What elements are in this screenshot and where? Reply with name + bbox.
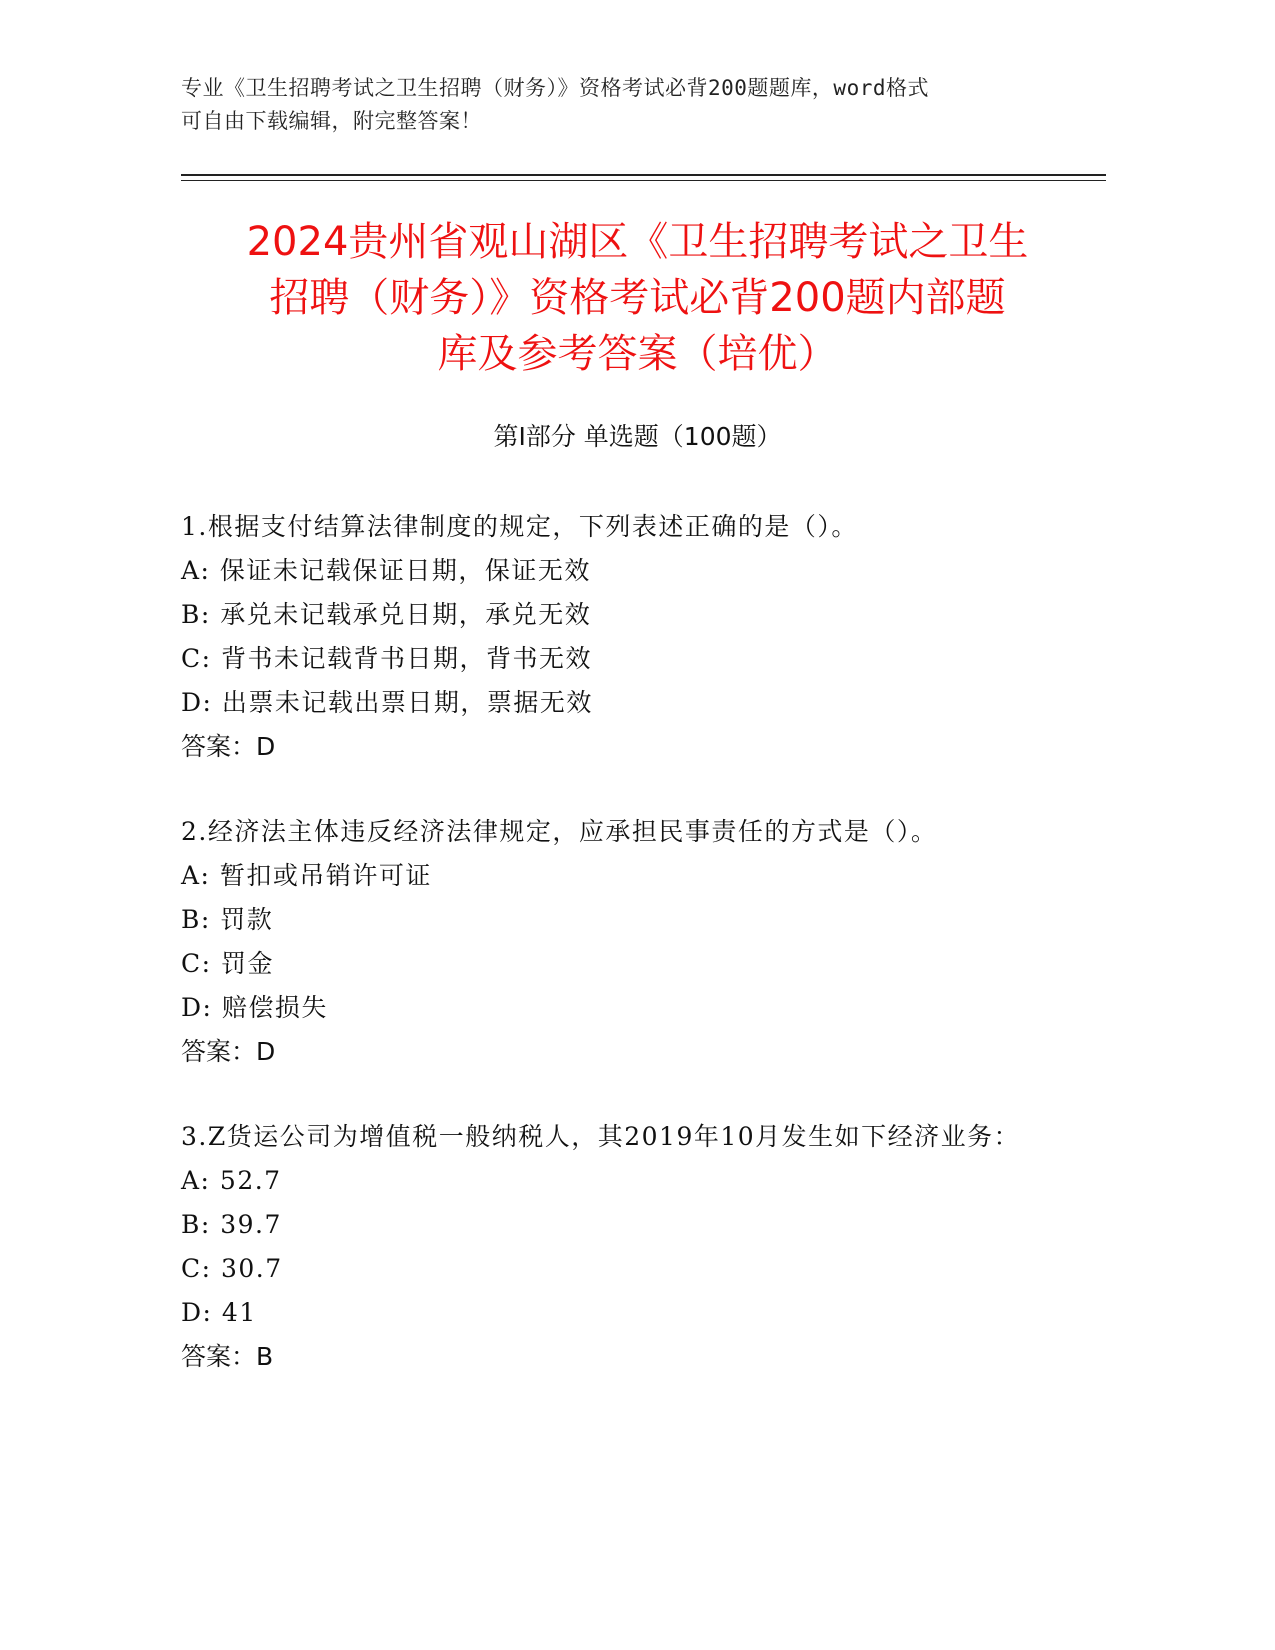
option-c: C: 30.7 <box>181 1254 283 1283</box>
option-c: C: 罚金 <box>181 949 274 978</box>
option-c: C: 背书未记载背书日期，背书无效 <box>181 644 592 673</box>
option-b: B: 39.7 <box>181 1210 282 1239</box>
question-2 <box>181 810 1061 1074</box>
header-note-line-2: 可自由下载编辑，附完整答案！ <box>181 109 482 133</box>
document-title <box>150 214 1125 382</box>
header-note <box>181 72 1041 138</box>
question-3 <box>181 1115 1061 1379</box>
answer: 答案：D <box>181 732 276 761</box>
option-a: A: 保证未记载保证日期，保证无效 <box>181 556 591 585</box>
header-divider-thin <box>181 180 1106 181</box>
option-d: D: 赔偿损失 <box>181 993 328 1022</box>
answer: 答案：D <box>181 1037 276 1066</box>
option-b: B: 承兑未记载承兑日期，承兑无效 <box>181 600 592 629</box>
option-b: B: 罚款 <box>181 905 274 934</box>
option-d: D: 41 <box>181 1298 257 1327</box>
document-title-line-3: 库及参考答案（培优） <box>437 331 838 377</box>
option-a: A: 暂扣或吊销许可证 <box>181 861 432 890</box>
option-a: A: 52.7 <box>181 1166 282 1195</box>
document-title-line-1: 2024贵州省观山湖区《卫生招聘考试之卫生 <box>246 219 1029 265</box>
document-title-line-2: 招聘（财务）》资格考试必背200题内部题 <box>269 275 1006 321</box>
question-1 <box>181 505 1061 769</box>
question-stem: 2.经济法主体违反经济法律规定，应承担民事责任的方式是（）。 <box>181 817 938 846</box>
option-d: D: 出票未记载出票日期，票据无效 <box>181 688 593 717</box>
question-stem: 3.Z货运公司为增值税一般纳税人，其2019年10月发生如下经济业务： <box>181 1122 1021 1151</box>
header-divider-thick <box>181 174 1106 176</box>
question-stem: 1.根据支付结算法律制度的规定，下列表述正确的是（）。 <box>181 512 858 541</box>
section-title: 第Ⅰ部分 单选题（100题） <box>493 422 782 451</box>
header-note-line-1: 专业《卫生招聘考试之卫生招聘（财务）》资格考试必背200题题库，word格式 <box>181 76 929 100</box>
answer: 答案：B <box>181 1342 274 1371</box>
